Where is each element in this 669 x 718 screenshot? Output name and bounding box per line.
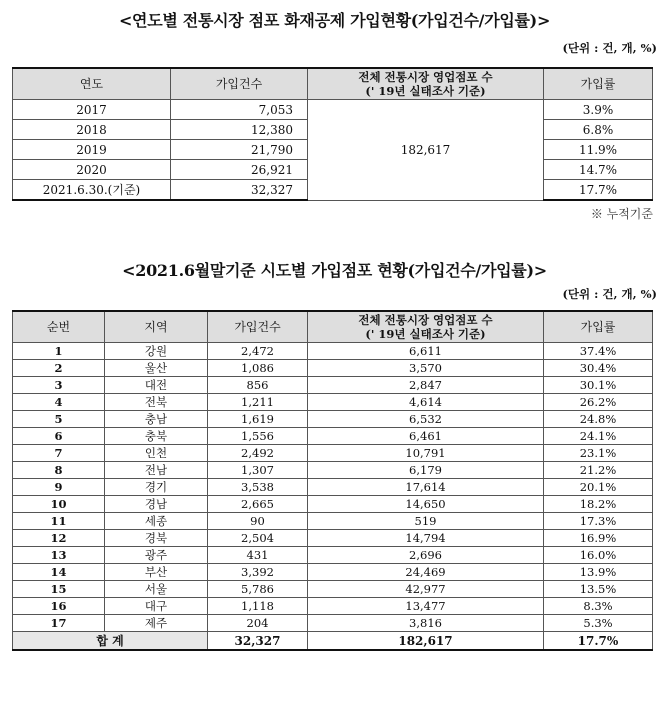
- stores-cell: 13,477: [308, 598, 544, 615]
- region-cell: 경남: [105, 496, 208, 513]
- table-row: [13, 394, 653, 411]
- stores-cell: 3,570: [308, 360, 544, 377]
- stores-cell: 6,179: [308, 462, 544, 479]
- header-stores-line1: 전체 전통시장 영업점포 수: [358, 70, 493, 84]
- rate-cell: 11.9%: [544, 140, 653, 160]
- rate-cell: 30.1%: [544, 377, 653, 394]
- header-stores-line1: 전체 전통시장 영업점포 수: [358, 313, 493, 327]
- annual-enrollment-table: [12, 67, 653, 201]
- table-row: [13, 428, 653, 445]
- count-cell: 2,665: [208, 496, 308, 513]
- stores-cell: 6,532: [308, 411, 544, 428]
- region-cell: 강원: [105, 343, 208, 360]
- header-count: 가입건수: [208, 311, 308, 343]
- row-number-cell: 8: [13, 462, 105, 479]
- header-year: 연도: [13, 68, 171, 100]
- count-cell: 1,619: [208, 411, 308, 428]
- count-cell: 12,380: [171, 120, 308, 140]
- region-cell: 전남: [105, 462, 208, 479]
- stores-cell: 6,461: [308, 428, 544, 445]
- header-stores-line2: (' 19년 실태조사 기준): [365, 84, 486, 98]
- stores-cell: 17,614: [308, 479, 544, 496]
- table-row: [13, 581, 653, 598]
- stores-cell: 3,816: [308, 615, 544, 632]
- header-rate: 가입률: [544, 68, 653, 100]
- row-number-cell: 1: [13, 343, 105, 360]
- stores-total-cell: 182,617: [308, 100, 544, 201]
- row-number-cell: 17: [13, 615, 105, 632]
- rate-cell: 16.9%: [544, 530, 653, 547]
- row-number-cell: 13: [13, 547, 105, 564]
- count-cell: 204: [208, 615, 308, 632]
- year-cell: 2019: [13, 140, 171, 160]
- row-number-cell: 7: [13, 445, 105, 462]
- row-number-cell: 10: [13, 496, 105, 513]
- stores-cell: 14,650: [308, 496, 544, 513]
- total-label: 합 계: [13, 632, 208, 651]
- table-row: [13, 547, 653, 564]
- region-cell: 경북: [105, 530, 208, 547]
- count-cell: 1,307: [208, 462, 308, 479]
- table-row: [13, 343, 653, 360]
- region-cell: 충남: [105, 411, 208, 428]
- rate-cell: 24.1%: [544, 428, 653, 445]
- region-cell: 대구: [105, 598, 208, 615]
- region-cell: 대전: [105, 377, 208, 394]
- rate-cell: 17.7%: [544, 180, 653, 201]
- year-cell: 2018: [13, 120, 171, 140]
- stores-cell: 6,611: [308, 343, 544, 360]
- rate-cell: 26.2%: [544, 394, 653, 411]
- row-number-cell: 5: [13, 411, 105, 428]
- section2-title: <2021.6월말기준 시도별 가입점포 현황(가입건수/가입률)>: [122, 261, 547, 280]
- region-cell: 인천: [105, 445, 208, 462]
- stores-cell: 10,791: [308, 445, 544, 462]
- count-cell: 2,504: [208, 530, 308, 547]
- stores-cell: 24,469: [308, 564, 544, 581]
- row-number-cell: 16: [13, 598, 105, 615]
- count-cell: 3,392: [208, 564, 308, 581]
- regional-enrollment-table: [12, 310, 653, 651]
- header-stores: [308, 311, 544, 343]
- total-stores: 182,617: [308, 632, 544, 651]
- region-cell: 서울: [105, 581, 208, 598]
- table-row: [13, 445, 653, 462]
- header-rate: 가입률: [544, 311, 653, 343]
- section1-unit: (단위 : 건, 개, %): [562, 41, 657, 55]
- region-cell: 경기: [105, 479, 208, 496]
- stores-cell: 519: [308, 513, 544, 530]
- region-cell: 전북: [105, 394, 208, 411]
- count-cell: 2,492: [208, 445, 308, 462]
- row-number-cell: 14: [13, 564, 105, 581]
- stores-cell: 14,794: [308, 530, 544, 547]
- rate-cell: 13.5%: [544, 581, 653, 598]
- count-cell: 1,211: [208, 394, 308, 411]
- rate-cell: 14.7%: [544, 160, 653, 180]
- header-count: 가입건수: [171, 68, 308, 100]
- rate-cell: 37.4%: [544, 343, 653, 360]
- count-cell: 1,086: [208, 360, 308, 377]
- row-number-cell: 2: [13, 360, 105, 377]
- total-rate: 17.7%: [544, 632, 653, 651]
- table-row: [13, 513, 653, 530]
- rate-cell: 20.1%: [544, 479, 653, 496]
- table-row: [13, 377, 653, 394]
- rate-cell: 23.1%: [544, 445, 653, 462]
- row-number-cell: 15: [13, 581, 105, 598]
- table-row: [13, 615, 653, 632]
- table-row: [13, 100, 653, 120]
- count-cell: 1,118: [208, 598, 308, 615]
- count-cell: 1,556: [208, 428, 308, 445]
- header-region: 지역: [105, 311, 208, 343]
- stores-cell: 4,614: [308, 394, 544, 411]
- rate-cell: 24.8%: [544, 411, 653, 428]
- rate-cell: 21.2%: [544, 462, 653, 479]
- table-row: [13, 598, 653, 615]
- stores-cell: 42,977: [308, 581, 544, 598]
- rate-cell: 30.4%: [544, 360, 653, 377]
- stores-cell: 2,696: [308, 547, 544, 564]
- count-cell: 90: [208, 513, 308, 530]
- total-row: [13, 632, 653, 651]
- year-cell: 2017: [13, 100, 171, 120]
- rate-cell: 8.3%: [544, 598, 653, 615]
- section1-title: <연도별 전통시장 점포 화재공제 가입현황(가입건수/가입률)>: [118, 11, 551, 30]
- table-row: [13, 360, 653, 377]
- region-cell: 광주: [105, 547, 208, 564]
- table-row: [13, 496, 653, 513]
- row-number-cell: 6: [13, 428, 105, 445]
- stores-cell: 2,847: [308, 377, 544, 394]
- table-row: [13, 530, 653, 547]
- count-cell: 856: [208, 377, 308, 394]
- rate-cell: 5.3%: [544, 615, 653, 632]
- count-cell: 7,053: [171, 100, 308, 120]
- row-number-cell: 12: [13, 530, 105, 547]
- header-stores: [308, 68, 544, 100]
- count-cell: 2,472: [208, 343, 308, 360]
- region-cell: 세종: [105, 513, 208, 530]
- table-row: [13, 411, 653, 428]
- table-row: [13, 479, 653, 496]
- rate-cell: 6.8%: [544, 120, 653, 140]
- header-stores-line2: (' 19년 실태조사 기준): [365, 327, 486, 341]
- count-cell: 21,790: [171, 140, 308, 160]
- cumulative-note: ※ 누적기준: [590, 207, 653, 221]
- rate-cell: 18.2%: [544, 496, 653, 513]
- rate-cell: 13.9%: [544, 564, 653, 581]
- count-cell: 431: [208, 547, 308, 564]
- count-cell: 5,786: [208, 581, 308, 598]
- total-count: 32,327: [208, 632, 308, 651]
- region-cell: 부산: [105, 564, 208, 581]
- section2-unit: (단위 : 건, 개, %): [562, 287, 657, 301]
- row-number-cell: 4: [13, 394, 105, 411]
- region-cell: 충북: [105, 428, 208, 445]
- row-number-cell: 9: [13, 479, 105, 496]
- table-row: [13, 564, 653, 581]
- row-number-cell: 3: [13, 377, 105, 394]
- rate-cell: 17.3%: [544, 513, 653, 530]
- header-no: 순번: [13, 311, 105, 343]
- year-cell: 2021.6.30.(기준): [13, 180, 171, 201]
- count-cell: 32,327: [171, 180, 308, 201]
- region-cell: 울산: [105, 360, 208, 377]
- row-number-cell: 11: [13, 513, 105, 530]
- year-cell: 2020: [13, 160, 171, 180]
- rate-cell: 16.0%: [544, 547, 653, 564]
- region-cell: 제주: [105, 615, 208, 632]
- count-cell: 26,921: [171, 160, 308, 180]
- table-row: [13, 462, 653, 479]
- rate-cell: 3.9%: [544, 100, 653, 120]
- count-cell: 3,538: [208, 479, 308, 496]
